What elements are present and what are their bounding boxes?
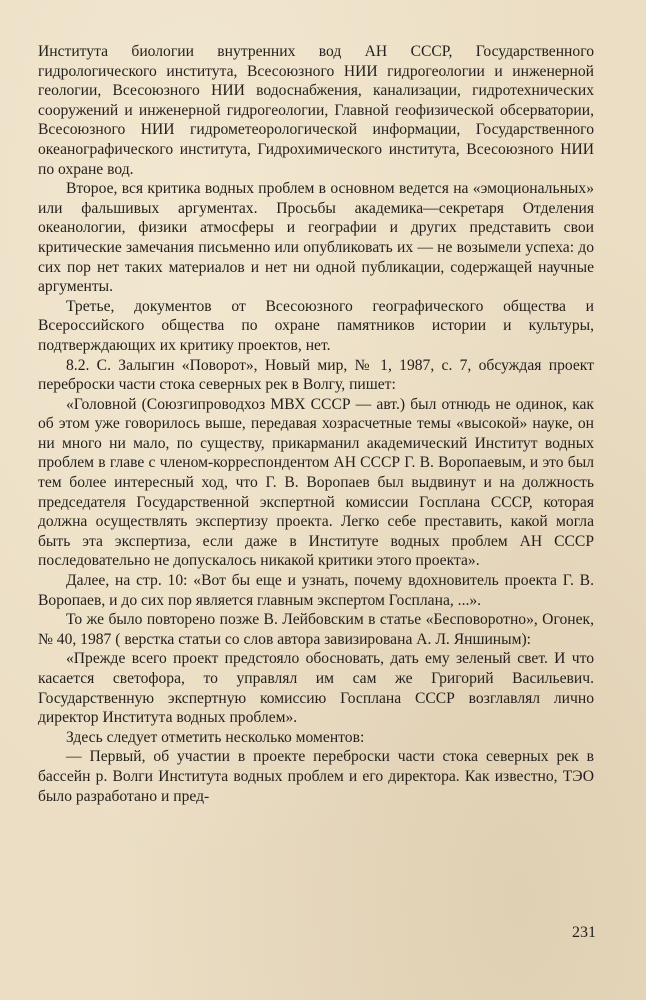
paragraph-second-point: Второе, вся критика водных проблем в основном ведется на «эмоциональных» или фальшивых аргументах. Просьбы академика—секретаря Отделения океанологии, физики атмосферы и географии и других представить свои критические замечания письменно или опубликовать их — не возымели успеха: до сих пор нет таких материалов и нет ни одной публикации, содержащей научные аргументы. (38, 180, 594, 296)
paragraph-third-point: Третье, документов от Всесоюзного географического общества и Всероссийского общества по охране памятников истории и культуры, подтверждающих их критику проектов, нет. (38, 297, 594, 354)
paragraph-institutes-list: Института биологии внутренних вод АН СССР, Государственного гидрологического института, Всесоюзного НИИ гидрогеологии и инженерной геологии, Всесоюзного НИИ водоснабжения, канализации, гидротехнических сооружений и инженерной гидрогеологии, Главной геофизической обсерватории, Всесоюзного НИИ гидрометеорологической информации, Государственного океанографического института, Гидрохимического института, Всесоюзного НИИ по охране вод. (38, 43, 594, 178)
page-number: 231 (572, 924, 596, 941)
paragraph-section-8-2: 8.2. С. Залыгин «Поворот», Новый мир, № 1, 1987, с. 7, обсуждая проект переброски части стока северных рек в Волгу, пишет: (38, 356, 594, 394)
body-text (38, 42, 594, 806)
paragraph-page-10-quote: Далее, на стр. 10: «Вот бы еще и узнать, почему вдохновитель проекта Г. В. Воропаев, и до сих пор является главным экспертом Госплана, ...». (38, 572, 594, 609)
quote-leibovsky: «Прежде всего проект предстояло обосновать, дать ему зеленый свет. И что касается светофора, то управлял им сам же Григорий Васильевич. Государственную экспертную комиссию Госплана СССР возглавлял лично директор Института водных проблем». (38, 650, 594, 727)
quote-zalygin: «Головной (Союзгипроводхоз МВХ СССР — авт.) был отнюдь не одинок, как об этом уже говорилось выше, передавая хозрасчетные темы «высокой» науке, он ни много ни мало, по существу, прикарманил академический Институт водных проблем в главе с членом-корреспондентом АН СССР Г. В. Воропаевым, и это был тем более интересный ход, что Г. В. Воропаев был выдвинут и на должность председателя Государственной экспертной комиссии Госплана СССР, которая должна осуществлять экспертизу проекта. Легко себе преставить, какой могла быть эта экспертиза, если даже в Институте водных проблем АН СССР последовательно не допускалось никакой критики этого проекта». (38, 395, 594, 570)
paragraph-moments-intro: Здесь следует отметить несколько моментов: (66, 728, 365, 746)
paragraph-first-moment: — Первый, об участии в проекте переброски части стока северных рек в бассейн р. Волги Института водных проблем и его директора. Как известно, ТЭО было разработано и пред- (38, 748, 594, 805)
paragraph-leibovsky: То же было повторено позже В. Лейбовским в статье «Бесповоротно», Огонек, № 40, 1987 ( верстка статьи со слов автора завизирована А. Л. Яншиным): (38, 611, 594, 648)
